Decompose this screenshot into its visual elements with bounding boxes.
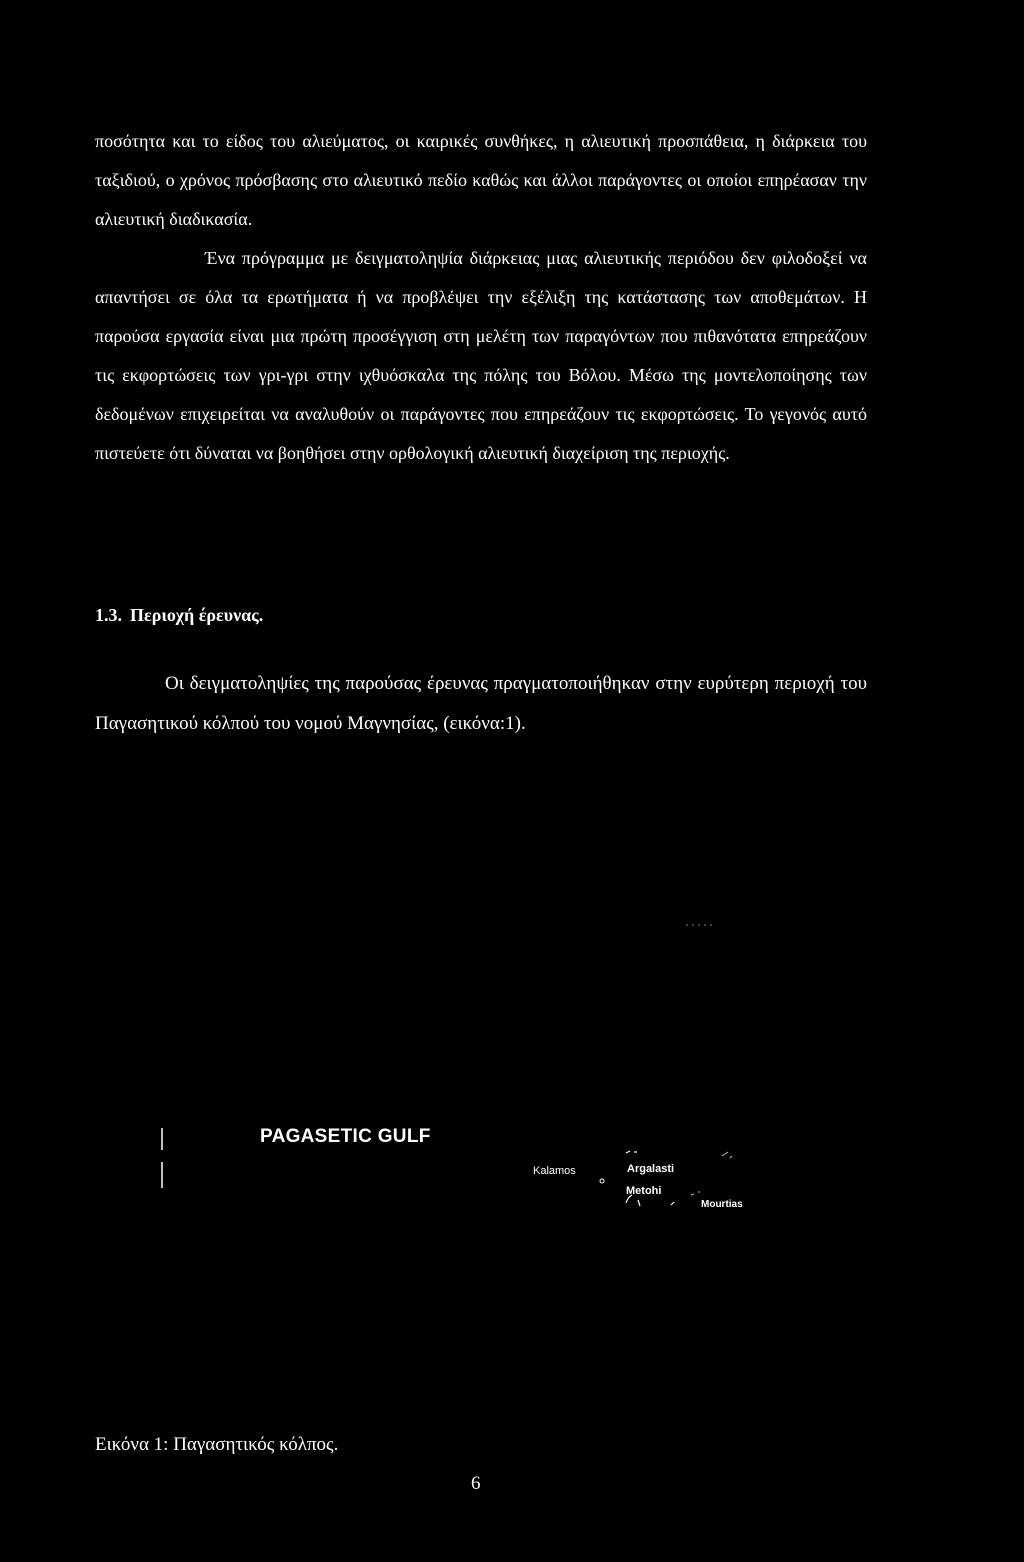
coastline-fragment <box>691 1192 700 1195</box>
map-title: PAGASETIC GULF <box>260 1126 431 1147</box>
place-label-mourtias: Mourtias <box>701 1199 743 1210</box>
body-paragraph-2: Ένα πρόγραμμα με δειγματοληψία διάρκειας μιας αλιευτικής περιόδου δεν φιλοδοξεί να απαντήσει σε όλα τα ερωτήματα ή να προβλέψει την εξέλιξη της κατάστασης των αποθεμάτων. Η παρούσα εργασία είναι μια πρώτη προσέγγιση στη μελέτη των παραγόντων που πιθανότατα επηρεάζουν τις εκφορτώσεις των γρι-γρι στην ιχθυόσκαλα της πόλης του Βόλου. Μέσω της μοντελοποίησης των δεδομένων επιχειρείται να αναλυθούν οι παράγοντες που επηρεάζουν τις εκφορτώσεις. Το γεγονός αυτό πιστεύετε ότι δύναται να βοηθήσει στην ορθολογική αλιευτική διαχείριση της περιοχής. <box>95 248 867 463</box>
town-marker <box>600 1179 604 1183</box>
page-number: 6 <box>471 1473 481 1494</box>
coastline-fragment <box>671 1202 674 1205</box>
section-title: Περιοχή έρευνας. <box>130 605 264 625</box>
coastline-fragment <box>722 1152 732 1158</box>
section-paragraph: Οι δειγματοληψίες της παρούσας έρευνας πραγματοποιήθηκαν στην ευρύτερη περιοχή του Παγασητικού κόλπού του νομού Μαγνησίας, (εικόνα:1). <box>95 673 867 734</box>
section-heading <box>95 605 263 626</box>
place-label-metohi: Metohi <box>626 1185 662 1197</box>
pagasetic-gulf-map <box>140 900 880 1400</box>
map-speckles <box>686 924 712 926</box>
place-label-argalasti: Argalasti <box>627 1163 675 1175</box>
map-linework <box>140 900 880 1400</box>
place-label-kalamos: Kalamos <box>533 1165 576 1177</box>
body-paragraph-1: ποσότητα και το είδος του αλιεύματος, οι καιρικές συνθήκες, η αλιευτική προσπάθεια, η διάρκεια του ταξιδιού, ο χρόνος πρόσβασης στο αλιευτικό πεδίο καθώς και άλλοι παράγοντες οι οποίοι επηρέασαν την αλιευτική διαδικασία. <box>95 131 867 229</box>
figure-caption: Εικόνα 1: Παγασητικός κόλπος. <box>95 1434 339 1455</box>
coastline-fragment <box>626 1151 637 1153</box>
section-number: 1.3. <box>95 605 122 625</box>
